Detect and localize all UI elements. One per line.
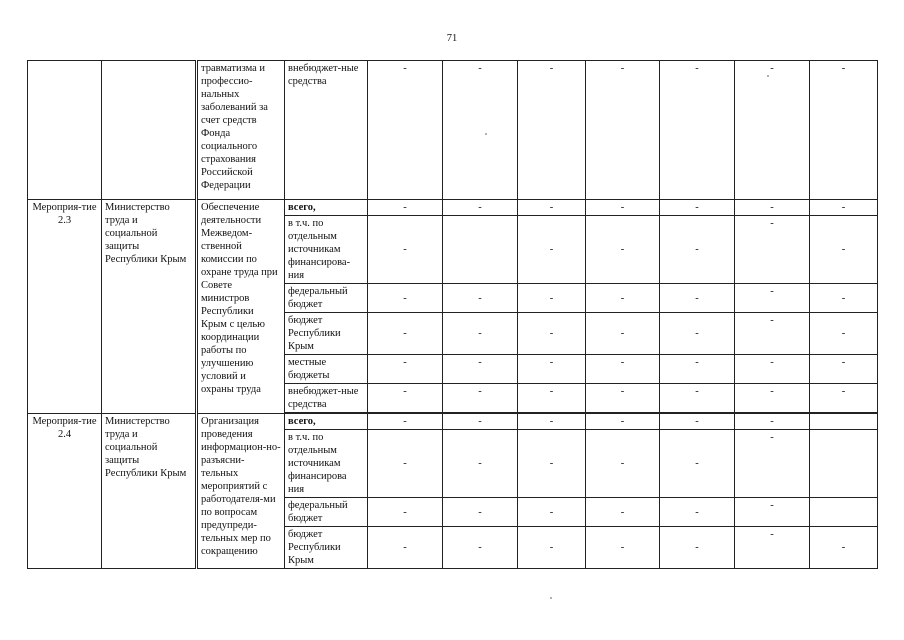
value-cell: -	[518, 216, 586, 284]
value-cell: -	[810, 200, 878, 216]
source-extrabudget: внебюджет-ные средства	[285, 384, 368, 414]
value-cell: -	[586, 413, 660, 430]
description: Обеспечение деятельности Межведом-ственной комиссии по охране труда при Совете министров Республики Крым с целью координации работы по улучшению условий и охраны труда	[197, 200, 285, 414]
source-federal: федеральный бюджет	[285, 498, 368, 527]
value-cell: -	[368, 216, 443, 284]
table-row-continuation	[28, 61, 878, 200]
source-cell: внебюджет-ные средства	[285, 61, 368, 200]
value-cell: -	[586, 527, 660, 569]
table-row-measure-2-4-total	[28, 413, 878, 430]
value-cell: -	[586, 200, 660, 216]
source-local: местные бюджеты	[285, 355, 368, 384]
value-cell: -	[443, 430, 518, 498]
value-cell	[810, 498, 878, 527]
value-cell: -	[586, 384, 660, 414]
executor: Министерство труда и социальной защиты Республики Крым	[102, 413, 197, 569]
source-by-source: в т.ч. по отдельным источникам финансирова ния	[285, 430, 368, 498]
value-cell: -	[810, 284, 878, 313]
value-cell: -	[586, 355, 660, 384]
value-cell	[810, 430, 878, 498]
value-cell: -	[735, 430, 810, 498]
value-cell: -	[368, 284, 443, 313]
value-cell: -	[810, 313, 878, 355]
value-cell: -	[660, 527, 735, 569]
value-cell: -	[368, 527, 443, 569]
value-cell: -	[518, 61, 586, 200]
value-cell: -	[586, 216, 660, 284]
value-cell: -	[518, 313, 586, 355]
value-cell: -	[586, 284, 660, 313]
value-cell: -	[443, 313, 518, 355]
financing-table	[27, 60, 878, 569]
value-cell: -	[735, 527, 810, 569]
source-total: всего,	[285, 200, 368, 216]
value-cell: -	[735, 284, 810, 313]
value-cell: -	[518, 527, 586, 569]
value-cell: -	[660, 61, 735, 200]
value-cell: -	[735, 413, 810, 430]
value-cell: -	[518, 284, 586, 313]
value-cell: -	[443, 413, 518, 430]
value-cell: -	[735, 498, 810, 527]
value-cell: -	[518, 413, 586, 430]
value-cell: -	[810, 355, 878, 384]
value-cell	[810, 413, 878, 430]
description: Организация проведения информацион-но-разъясни-тельных мероприятий с работодателя-ми по вопросам предупреди-тельных мер по сокращению	[197, 413, 285, 569]
value-cell: -	[810, 61, 878, 200]
page-number: 71	[446, 33, 458, 44]
value-cell: -	[810, 527, 878, 569]
value-cell: -	[518, 384, 586, 414]
table-row-measure-2-3-total	[28, 200, 878, 216]
value-cell: -	[368, 355, 443, 384]
source-total: всего,	[285, 413, 368, 430]
value-cell: -	[660, 430, 735, 498]
source-federal: федеральный бюджет	[285, 284, 368, 313]
value-cell: -	[660, 413, 735, 430]
value-cell: -	[586, 61, 660, 200]
value-cell: -	[518, 498, 586, 527]
value-cell: -	[443, 498, 518, 527]
scan-speck	[550, 597, 552, 599]
value-cell: -	[660, 200, 735, 216]
scan-speck	[767, 75, 769, 77]
executor: Министерство труда и социальной защиты Республики Крым	[102, 200, 197, 414]
value-cell: -	[586, 430, 660, 498]
scan-speck	[485, 133, 487, 135]
value-cell: -	[518, 430, 586, 498]
value-cell: -	[443, 61, 518, 200]
value-cell: -	[443, 355, 518, 384]
value-cell: -	[443, 527, 518, 569]
value-cell: -	[735, 355, 810, 384]
measure-name: Мероприя-тие 2.4	[28, 413, 102, 569]
value-cell: -	[518, 355, 586, 384]
value-cell: -	[735, 313, 810, 355]
value-cell: -	[368, 498, 443, 527]
value-cell: -	[368, 413, 443, 430]
value-cell: -	[810, 216, 878, 284]
value-cell: -	[735, 61, 810, 200]
value-cell: -	[810, 384, 878, 414]
value-cell: -	[443, 384, 518, 414]
description-cell: травматизма и профессио-нальных заболеваний за счет средств Фонда социального страхования Российской Федерации	[197, 61, 285, 200]
measure-name-cell	[28, 61, 102, 200]
source-by-source: в т.ч. по отдельным источникам финансирова-ния	[285, 216, 368, 284]
executor-cell	[102, 61, 197, 200]
value-cell: -	[735, 200, 810, 216]
value-cell: -	[586, 498, 660, 527]
value-cell: -	[518, 200, 586, 216]
value-cell: -	[368, 313, 443, 355]
value-cell: -	[586, 313, 660, 355]
value-cell: -	[660, 498, 735, 527]
source-regional: бюджет Республики Крым	[285, 313, 368, 355]
value-cell: -	[368, 61, 443, 200]
value-cell: -	[368, 200, 443, 216]
value-cell: -	[660, 216, 735, 284]
value-cell: -	[368, 430, 443, 498]
value-cell: -	[660, 355, 735, 384]
value-cell: -	[443, 200, 518, 216]
value-cell: -	[660, 384, 735, 414]
value-cell: -	[735, 216, 810, 284]
value-cell: -	[660, 313, 735, 355]
measure-name: Мероприя-тие 2.3	[28, 200, 102, 414]
value-cell: -	[368, 384, 443, 414]
value-cell: -	[735, 384, 810, 414]
value-cell: -	[443, 284, 518, 313]
value-cell: -	[660, 284, 735, 313]
source-regional: бюджет Республики Крым	[285, 527, 368, 569]
value-cell	[443, 216, 518, 284]
